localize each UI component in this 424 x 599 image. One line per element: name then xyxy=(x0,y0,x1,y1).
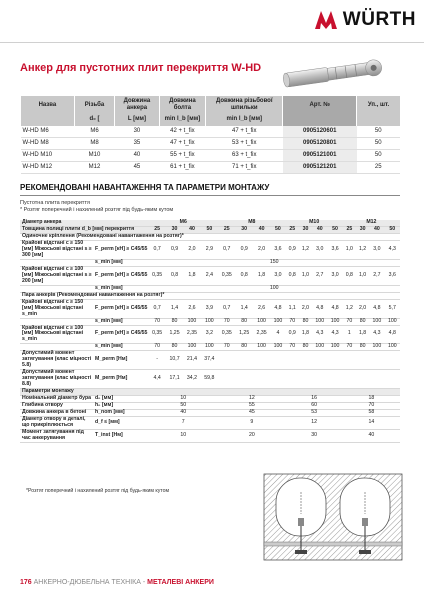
row-value xyxy=(327,370,342,389)
cell-name: W-HD M10 xyxy=(21,149,75,161)
order-table-subheader xyxy=(21,114,401,125)
row-value: 0,35 xyxy=(148,266,165,285)
row-label: Глибина отвору xyxy=(20,403,94,410)
row-value xyxy=(327,351,342,370)
row-value: 5,7 xyxy=(385,299,400,318)
row-value: - xyxy=(148,351,165,370)
row-value: 3,6 xyxy=(327,240,342,259)
row-value: 100 xyxy=(369,318,384,325)
thickness-value: 25 xyxy=(286,226,299,233)
row-value: 34,2 xyxy=(183,370,200,389)
cell-stud-length: 53 + t_fix xyxy=(206,137,283,149)
row-value: 60 xyxy=(286,403,343,410)
thickness-value: 30 xyxy=(166,226,183,233)
row-value xyxy=(270,351,285,370)
thickness-value: 40 xyxy=(312,226,327,233)
thickness-label: Товщина полиці плити d_b [мм] перекриття xyxy=(20,226,148,233)
row-label: Номінальний діаметр бура xyxy=(20,396,94,403)
thickness-value: 50 xyxy=(385,226,400,233)
section-divider xyxy=(20,195,400,196)
row-value: 3,6 xyxy=(270,240,285,259)
col-art-no: Арт. № xyxy=(283,96,357,114)
row-symbol: h₀ [мм] xyxy=(94,403,148,410)
row-value: 1,0 xyxy=(343,240,356,259)
order-table-row xyxy=(21,161,401,173)
row-label: Діаметр отвору в деталі, що прикріплюється xyxy=(20,417,94,430)
row-value: 7 xyxy=(148,417,218,430)
row-mount xyxy=(20,417,400,430)
row-value xyxy=(235,370,252,389)
row-value: 2,4 xyxy=(201,266,218,285)
row-value: 0,9 xyxy=(286,325,299,344)
row-value: 2,7 xyxy=(369,266,384,285)
cell-bolt-length: 55 + t_fix xyxy=(159,149,205,161)
footnote: *Розтяг поперечний і нахилений розтяг під будь-яким кутом xyxy=(26,488,170,494)
row-value: 0,8 xyxy=(343,266,356,285)
row-value: 1,2 xyxy=(356,240,369,259)
sub-name xyxy=(21,114,75,125)
thickness-value: 50 xyxy=(201,226,218,233)
row-symbol: T_inst [Нм] xyxy=(94,430,148,443)
row-value: 2,6 xyxy=(253,299,270,318)
row-value: 4,4 xyxy=(148,370,165,389)
row-value: 100 xyxy=(327,344,342,351)
row-value: 3,0 xyxy=(312,240,327,259)
row-value: 16 xyxy=(286,396,343,403)
row-symbol: s_min [мм] xyxy=(94,259,148,266)
row-value: 12 xyxy=(286,417,343,430)
row-value: 1 xyxy=(343,325,356,344)
row-symbol: F_perm [кН] ≥ C45/55 xyxy=(94,240,148,259)
row-value: 21,4 xyxy=(183,351,200,370)
row-value: 4,8 xyxy=(369,299,384,318)
row-value: 59,8 xyxy=(201,370,218,389)
thickness-value: 30 xyxy=(299,226,312,233)
row-pair-2 xyxy=(20,325,400,344)
row-symbol: h_nom [мм] xyxy=(94,410,148,417)
pair-title: Пара анкерів (Рекомендовані навантаження на розтяг)* xyxy=(20,292,400,299)
row-value: 80 xyxy=(166,318,183,325)
row-value: 2,6 xyxy=(183,299,200,318)
thickness-value: 50 xyxy=(327,226,342,233)
row-value: 1,8 xyxy=(299,325,312,344)
size-header: M12 xyxy=(343,220,400,226)
row-value xyxy=(343,370,356,389)
brand-logo xyxy=(313,7,416,33)
cell-bolt-length: 42 + t_fix xyxy=(159,126,205,138)
row-value: 100 xyxy=(270,318,285,325)
thickness-value: 25 xyxy=(343,226,356,233)
row-value: 9 xyxy=(218,417,286,430)
row-value: 100 xyxy=(148,285,400,292)
row-value: 18 xyxy=(343,396,400,403)
row-value: 4,8 xyxy=(327,299,342,318)
row-value: 80 xyxy=(235,344,252,351)
cell-thread: M6 xyxy=(74,126,114,138)
col-bolt-length: Довжина болта xyxy=(159,96,205,114)
cell-anchor-length: 40 xyxy=(115,149,160,161)
row-value xyxy=(369,351,384,370)
row-single-2 xyxy=(20,266,400,285)
cell-pack: 25 xyxy=(357,161,400,173)
row-value: 100 xyxy=(385,318,400,325)
row-label: Допустимий момент затягування (клас міцності 5.8) xyxy=(20,351,94,370)
row-value: 37,4 xyxy=(201,351,218,370)
row-pair-1b xyxy=(20,318,400,325)
row-value: 70 xyxy=(286,318,299,325)
row-value xyxy=(385,351,400,370)
row-value: 3,6 xyxy=(385,266,400,285)
header-divider xyxy=(0,42,424,43)
row-value: 1,8 xyxy=(356,325,369,344)
row-value: 2,0 xyxy=(183,240,200,259)
row-value: 45 xyxy=(218,410,286,417)
row-value: 0,35 xyxy=(148,325,165,344)
row-value: 1,4 xyxy=(235,299,252,318)
row-value: 30 xyxy=(286,430,343,443)
row-symbol: d_f ≤ [мм] xyxy=(94,417,148,430)
sub-bolt-length: min l_b [мм] xyxy=(159,114,205,125)
row-value: 40 xyxy=(148,410,218,417)
cell-name: W-HD M12 xyxy=(21,161,75,173)
row-value: 100 xyxy=(201,344,218,351)
row-value: 0,8 xyxy=(286,266,299,285)
cell-art-no: 0905120801 xyxy=(283,137,357,149)
thickness-value: 25 xyxy=(148,226,165,233)
row-mount xyxy=(20,430,400,443)
row-value: 100 xyxy=(201,318,218,325)
row-value: 14 xyxy=(343,417,400,430)
cell-anchor-length: 45 xyxy=(115,161,160,173)
row-label xyxy=(20,318,94,325)
row-value xyxy=(356,370,369,389)
row-value: 70 xyxy=(218,318,235,325)
row-value xyxy=(312,351,327,370)
row-value: 2,0 xyxy=(356,299,369,318)
row-value xyxy=(218,351,235,370)
col-name: Назва xyxy=(21,96,75,114)
thickness-value: 30 xyxy=(235,226,252,233)
row-value xyxy=(286,370,299,389)
row-value: 0,7 xyxy=(218,299,235,318)
col-anchor-length: Довжина анкера xyxy=(115,96,160,114)
row-value: 50 xyxy=(148,403,218,410)
row-value: 1,8 xyxy=(253,266,270,285)
row-value: 4,8 xyxy=(270,299,285,318)
row-value: 80 xyxy=(235,318,252,325)
thickness-value: 40 xyxy=(369,226,384,233)
row-symbol: s_min [мм] xyxy=(94,318,148,325)
row-value: 70 xyxy=(343,318,356,325)
cell-art-no: 0905121001 xyxy=(283,149,357,161)
row-value: 0,7 xyxy=(148,240,165,259)
row-torque-58 xyxy=(20,351,400,370)
row-label: Крайові відстані c ≥ 150 [мм] Міжосьові відстані s_min xyxy=(20,299,94,318)
sub-art-no xyxy=(283,114,357,125)
row-symbol: M_perm [Нм] xyxy=(94,351,148,370)
row-value: 0,35 xyxy=(218,325,235,344)
row-value: 3,9 xyxy=(201,299,218,318)
anchor-product-image xyxy=(280,56,395,90)
page-title: Анкер для пустотних плит перекриття W-HD xyxy=(20,62,262,74)
cell-pack: 50 xyxy=(357,137,400,149)
row-value xyxy=(343,351,356,370)
page-number: 176 xyxy=(20,579,32,586)
cell-anchor-length: 30 xyxy=(115,126,160,138)
row-value: 1,0 xyxy=(356,266,369,285)
size-header: M6 xyxy=(148,220,218,226)
row-symbol: F_perm [кН] ≥ C45/55 xyxy=(94,299,148,318)
row-value xyxy=(270,370,285,389)
footer-category: АНКЕРНО-ДЮБЕЛЬНА ТЕХНІКА xyxy=(33,579,141,586)
row-value: 10 xyxy=(148,396,218,403)
mount-title: Параметри монтажу xyxy=(20,389,400,396)
row-value: 0,9 xyxy=(166,240,183,259)
row-value: 1,2 xyxy=(299,240,312,259)
row-value xyxy=(253,370,270,389)
row-value: 4,3 xyxy=(385,240,400,259)
row-value: 2,0 xyxy=(299,299,312,318)
order-table-header xyxy=(21,96,401,114)
row-value: 4 xyxy=(270,325,285,344)
col-pack: Уп., шт. xyxy=(357,96,400,114)
row-value: 0,7 xyxy=(218,240,235,259)
cell-stud-length: 71 + t_fix xyxy=(206,161,283,173)
row-value: 40 xyxy=(343,430,400,443)
row-value: 12 xyxy=(218,396,286,403)
section-title: РЕКОМЕНДОВАНІ НАВАНТАЖЕННЯ ТА ПАРАМЕТРИ МОНТАЖУ xyxy=(20,183,270,192)
row-value: 3,0 xyxy=(327,266,342,285)
row-symbol: d₀ [мм] xyxy=(94,396,148,403)
size-header: M10 xyxy=(286,220,343,226)
row-value: 0,7 xyxy=(148,299,165,318)
row-value: 3,0 xyxy=(270,266,285,285)
row-value xyxy=(385,370,400,389)
row-torque-88 xyxy=(20,370,400,389)
row-value xyxy=(299,351,312,370)
thickness-value: 30 xyxy=(356,226,369,233)
row-value xyxy=(299,370,312,389)
cell-art-no: 0905120601 xyxy=(283,126,357,138)
order-table xyxy=(20,96,400,174)
row-value: 1,1 xyxy=(286,299,299,318)
row-label: Крайові відстані c ≥ 150 [мм] Міжосьові відстані s ≥ 300 [мм] xyxy=(20,240,94,259)
row-value xyxy=(286,351,299,370)
row-value: 2,35 xyxy=(253,325,270,344)
sub-anchor-length: L [мм] xyxy=(115,114,160,125)
hollow-slab-diagram xyxy=(262,472,404,562)
row-value: 17,1 xyxy=(166,370,183,389)
row-value: 70 xyxy=(148,318,165,325)
row-value xyxy=(356,351,369,370)
col-stud-length: Довжина різьбової шпильки xyxy=(206,96,283,114)
cell-art-no: 0905121201 xyxy=(283,161,357,173)
row-value: 2,0 xyxy=(253,240,270,259)
row-value: 100 xyxy=(312,344,327,351)
diameter-label: Діаметр анкера xyxy=(20,220,148,226)
row-value: 1,25 xyxy=(235,325,252,344)
row-value: 2,9 xyxy=(201,240,218,259)
cell-name: W-HD M8 xyxy=(21,137,75,149)
row-value: 0,35 xyxy=(218,266,235,285)
row-symbol: F_perm [кН] ≥ C45/55 xyxy=(94,325,148,344)
cell-pack: 50 xyxy=(357,149,400,161)
row-value: 70 xyxy=(148,344,165,351)
row-value xyxy=(235,351,252,370)
row-value: 100 xyxy=(385,344,400,351)
row-value: 0,9 xyxy=(286,240,299,259)
row-value: 70 xyxy=(343,403,400,410)
row-value: 2,35 xyxy=(183,325,200,344)
cell-pack: 50 xyxy=(357,126,400,138)
row-value: 1,8 xyxy=(183,266,200,285)
row-value: 150 xyxy=(148,259,400,266)
cell-stud-length: 63 + t_fix xyxy=(206,149,283,161)
row-pair-2b xyxy=(20,344,400,351)
row-value: 80 xyxy=(356,318,369,325)
row-value: 80 xyxy=(166,344,183,351)
order-table-row xyxy=(21,149,401,161)
cell-bolt-length: 61 + t_fix xyxy=(159,161,205,173)
row-value: 4,3 xyxy=(312,325,327,344)
row-pair-1 xyxy=(20,299,400,318)
params-table xyxy=(20,220,400,443)
cell-thread: M8 xyxy=(74,137,114,149)
cell-name: W-HD M6 xyxy=(21,126,75,138)
row-value: 20 xyxy=(218,430,286,443)
row-label: Момент затягування під час анкерування xyxy=(20,430,94,443)
row-value xyxy=(253,351,270,370)
brand-name: WÜRTH xyxy=(342,9,416,30)
cell-thread: M10 xyxy=(74,149,114,161)
thickness-value: 25 xyxy=(218,226,235,233)
row-mount xyxy=(20,396,400,403)
row-label: Крайові відстані c ≥ 100 [мм] Міжосьові відстані s ≥ 200 [мм] xyxy=(20,266,94,285)
footer-subcategory: МЕТАЛЕВІ АНКЕРИ xyxy=(147,579,214,586)
footer-separator: - xyxy=(140,579,148,586)
note-load: * Розтяг поперечний і нахилений розтяг під будь-яким кутом xyxy=(20,207,174,214)
row-value: 100 xyxy=(253,344,270,351)
row-value: 1,2 xyxy=(343,299,356,318)
page-footer xyxy=(20,579,214,586)
cell-anchor-length: 35 xyxy=(115,137,160,149)
row-value: 53 xyxy=(286,410,343,417)
row-value: 70 xyxy=(343,344,356,351)
thickness-value: 40 xyxy=(253,226,270,233)
thickness-value: 40 xyxy=(183,226,200,233)
wurth-logo-icon xyxy=(313,9,339,31)
row-value: 55 xyxy=(218,403,286,410)
row-value: 80 xyxy=(299,344,312,351)
row-value: 1,4 xyxy=(166,299,183,318)
row-label: Допустимий момент затягування (клас міцності 8.8) xyxy=(20,370,94,389)
col-thread: Різьба xyxy=(74,96,114,114)
row-value: 100 xyxy=(327,318,342,325)
row-value: 1,25 xyxy=(166,325,183,344)
row-value: 4,3 xyxy=(369,325,384,344)
row-value: 4,8 xyxy=(312,299,327,318)
row-value: 4,3 xyxy=(327,325,342,344)
row-single-1 xyxy=(20,240,400,259)
cell-thread: M12 xyxy=(74,161,114,173)
order-table-row xyxy=(21,137,401,149)
row-value: 4,8 xyxy=(385,325,400,344)
row-symbol: s_min [мм] xyxy=(94,285,148,292)
thickness-value: 50 xyxy=(270,226,285,233)
row-value: 80 xyxy=(356,344,369,351)
sub-pack xyxy=(357,114,400,125)
section-note xyxy=(20,200,173,215)
row-value: 100 xyxy=(253,318,270,325)
row-value: 100 xyxy=(369,344,384,351)
row-symbol: s_min [мм] xyxy=(94,344,148,351)
row-value: 100 xyxy=(312,318,327,325)
row-value: 10 xyxy=(148,430,218,443)
row-label: Крайові відстані c ≥ 100 [мм] Міжосьові відстані s_min xyxy=(20,325,94,344)
order-table-row xyxy=(21,126,401,138)
row-value: 100 xyxy=(183,344,200,351)
single-title: Одиночне кріплення (Рекомендовані навантаження на розтяг)* xyxy=(20,233,400,240)
row-value: 100 xyxy=(270,344,285,351)
row-value: 1,0 xyxy=(299,266,312,285)
cell-bolt-length: 47 + t_fix xyxy=(159,137,205,149)
size-header: M8 xyxy=(218,220,286,226)
row-value xyxy=(218,370,235,389)
note-slab: Пустотна плита перекриття xyxy=(20,200,90,206)
row-value: 0,8 xyxy=(235,266,252,285)
row-value: 70 xyxy=(286,344,299,351)
sub-thread: d₀ [ xyxy=(74,114,114,125)
row-label: Довжина анкера в бетоні xyxy=(20,410,94,417)
row-value xyxy=(312,370,327,389)
row-value: 70 xyxy=(218,344,235,351)
row-value: 3,2 xyxy=(201,325,218,344)
row-value: 2,7 xyxy=(312,266,327,285)
row-value: 100 xyxy=(183,318,200,325)
cell-stud-length: 47 + t_fix xyxy=(206,126,283,138)
row-value: 3,0 xyxy=(369,240,384,259)
sub-stud-length: min l_b [мм] xyxy=(206,114,283,125)
row-symbol: M_perm [Нм] xyxy=(94,370,148,389)
row-value: 80 xyxy=(299,318,312,325)
row-symbol: F_perm [кН] ≥ C45/55 xyxy=(94,266,148,285)
row-value: 58 xyxy=(343,410,400,417)
row-value xyxy=(369,370,384,389)
row-value: 10,7 xyxy=(166,351,183,370)
row-value: 0,8 xyxy=(166,266,183,285)
row-value: 0,9 xyxy=(235,240,252,259)
